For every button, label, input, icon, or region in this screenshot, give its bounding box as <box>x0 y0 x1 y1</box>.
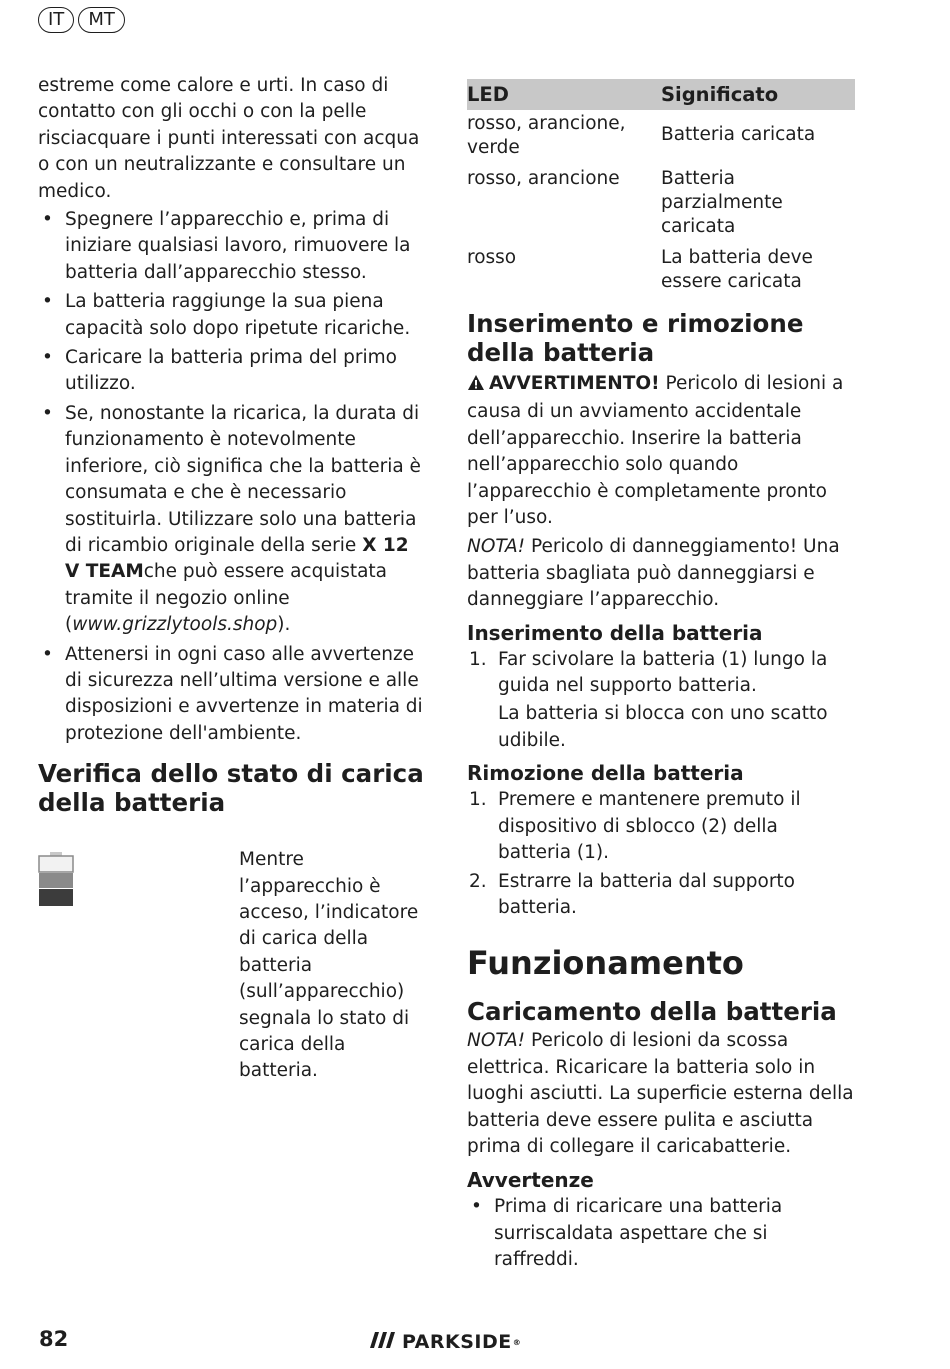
list-item <box>467 787 855 866</box>
brand-slashes-icon <box>370 1332 396 1352</box>
language-badge-mt: MT <box>78 7 125 33</box>
table-cell-led: rosso, arancione, verde <box>467 113 626 158</box>
warning-text: Pericolo di lesioni a causa di un avviamento accidentale dell’apparecchio. Inserire la batteria nell’apparecchio solo quando l’apparecchio è completamente pronto per l’uso. <box>467 373 844 529</box>
intro-paragraph: estreme come calore e urti. In caso di contatto con gli occhi o con la pelle risciacquare i punti interessati con acqua o con un neutralizzante e consultare un medico. <box>38 75 420 202</box>
table-cell-meaning: La batteria deve essere caricata <box>661 247 813 292</box>
language-badges <box>38 7 125 33</box>
warning-label: AVVERTIMENTO! <box>489 373 660 394</box>
battery-model-name: X 12 V TEAM <box>65 534 409 583</box>
table-cell-led: rosso, arancione <box>467 168 620 189</box>
list-item: • La batteria raggiunge la sua piena capacità solo dopo ripetute ricariche. <box>38 289 424 342</box>
brand-logo <box>370 1331 521 1353</box>
charge-status-text: Mentre l’apparecchio è acceso, l’indicatore di carica della batteria (sull’apparecchio) segnala lo stato di carica della batteria. <box>239 849 419 1082</box>
list-item: • Spegnere l’apparecchio e, prima di iniziare qualsiasi lavoro, rimuovere la batteria dall’apparecchio stesso. <box>38 207 424 286</box>
shop-url-link[interactable]: www.grizzlytools.shop <box>72 614 278 636</box>
warnings-bullet-list <box>467 1194 855 1273</box>
list-item: • Attenersi in ogni caso alle avvertenze di sicurezza nell’ultima versione e alle disposizioni e avvertenze in materia di protezione dell'ambiente. <box>38 642 424 748</box>
warning-triangle-icon <box>467 373 485 399</box>
bullet-text: Se, nonostante la ricarica, la durata di funzionamento è notevolmente inferiore, ciò significa che la batteria è consumata e che è necessario sostituirla. Utilizzare solo una batteria di ricambio originale della serie <box>65 402 421 556</box>
subheading-warnings: Avvertenze <box>467 1168 594 1193</box>
note-label: NOTA! <box>467 536 526 558</box>
step-text: Premere e mantenere premuto il dispositivo di sblocco (2) della batteria (1). <box>498 789 801 864</box>
list-item: • Caricare la batteria prima del primo utilizzo. <box>38 345 424 398</box>
list-item: • Prima di ricaricare una batteria surriscaldata aspettare che si raffreddi. <box>467 1194 855 1273</box>
list-item <box>38 401 424 639</box>
table-cell-meaning: Batteria caricata <box>661 124 816 145</box>
battery-indicator-icon <box>38 847 239 1085</box>
left-column <box>38 73 424 1085</box>
insert-steps-list <box>467 647 855 700</box>
table-header-led: LED <box>467 79 661 110</box>
step-number: 1. <box>469 789 487 811</box>
table-cell-led: rosso <box>467 247 517 268</box>
insert-result-text: La batteria si blocca con uno scatto udibile. <box>498 703 828 751</box>
table-row <box>467 165 855 244</box>
table-cell-meaning: Batteria parzialmente caricata <box>661 168 783 237</box>
note-text: Pericolo di lesioni da scossa elettrica. Ricaricare la batteria solo in luoghi asciutti. La superficie esterna della batteria deve essere pulita e asciutta prima di collegare il caricabatterie. <box>467 1030 854 1157</box>
note-shock-paragraph <box>467 1028 855 1160</box>
brand-registered-mark: ® <box>512 1337 521 1347</box>
note-damage-paragraph <box>467 534 855 613</box>
warning-paragraph <box>467 371 855 531</box>
charge-status-block <box>38 847 424 1085</box>
page-footer <box>0 1322 950 1362</box>
remove-steps-list <box>467 787 855 921</box>
step-number: 2. <box>469 870 487 892</box>
table-row <box>467 244 855 299</box>
list-item <box>467 647 855 700</box>
list-item <box>467 869 855 922</box>
bullet-text: che può essere acquistata tramite il negozio online ( <box>65 561 388 636</box>
brand-name: PARKSIDE <box>402 1331 512 1353</box>
page-number: 82 <box>39 1327 69 1351</box>
table-header-row <box>467 79 855 110</box>
chapter-heading-operation: Funzionamento <box>467 944 744 983</box>
section-heading-charge-status: Verifica dello stato di carica della batteria <box>38 759 424 818</box>
language-badge-it: IT <box>38 7 74 33</box>
subheading-insert-battery: Inserimento della batteria <box>467 620 763 645</box>
subheading-remove-battery: Rimozione della batteria <box>467 761 744 786</box>
table-row <box>467 110 855 165</box>
section-heading-insert-remove: Inserimento e rimozione della batteria <box>467 309 804 367</box>
table-header-meaning: Significato <box>661 79 855 110</box>
safety-bullet-list <box>38 207 424 747</box>
note-text: Pericolo di danneggiamento! Una batteria sbagliata può danneggiarsi e danneggiare l’apparecchio. <box>467 536 840 611</box>
step-number: 1. <box>469 648 487 670</box>
note-label: NOTA! <box>467 1030 526 1052</box>
step-text: Estrarre la batteria dal supporto batteria. <box>498 870 796 918</box>
bullet-text: ). <box>277 614 291 636</box>
led-meaning-table <box>467 79 855 299</box>
step-text: Far scivolare la batteria (1) lungo la guida nel supporto batteria. <box>498 648 828 697</box>
section-heading-charging: Caricamento della batteria <box>467 997 837 1027</box>
right-column <box>467 73 855 1277</box>
